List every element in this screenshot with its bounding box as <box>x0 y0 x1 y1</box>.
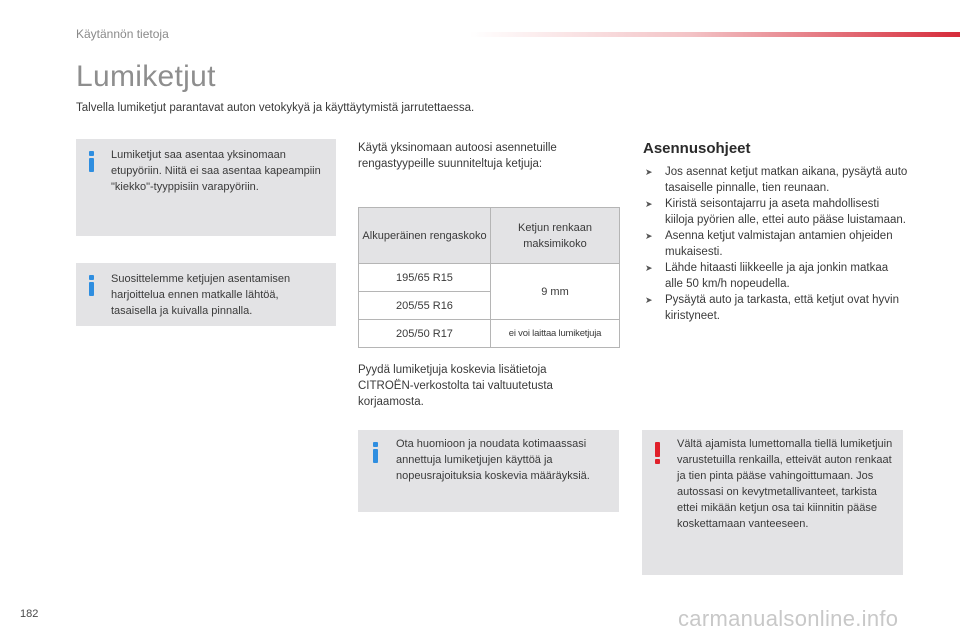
arrow-bullet-icon: ➤ <box>645 167 653 177</box>
list-item <box>643 164 908 196</box>
page-number: 182 <box>20 608 39 620</box>
warning-exclamation-icon <box>654 442 662 464</box>
dealer-text: Pyydä lumiketjuja koskevia lisätietoja CITROËN-verkostolta tai valtuutetusta korjaamosta. <box>358 364 553 408</box>
watermark: carmanualsonline.info <box>678 606 899 631</box>
info-note-practice <box>76 263 336 326</box>
page-title: Lumiketjut <box>76 60 216 93</box>
usage-text: Käytä yksinomaan autoosi asennetuille rengastyypeille suunniteltuja ketjuja: <box>358 142 557 170</box>
info-note-regulations <box>358 430 619 512</box>
tire-size-table <box>358 207 620 348</box>
info-icon <box>88 275 96 297</box>
table-cell-max: ei voi laittaa lumiketjuja <box>491 320 620 348</box>
table-cell-max: 9 mm <box>491 264 620 320</box>
step-text: Jos asennat ketjut matkan aikana, pysäytä auto tasaiselle pinnalle, tien reunaan. <box>665 166 908 194</box>
table-row <box>359 264 620 292</box>
info-note-text: Lumiketjut saa asentaa yksinomaan etupyöriin. Niitä ei saa asentaa kapeampiin "kiekko"-tyyppisiin varapyöriin. <box>111 149 321 193</box>
step-text: Pysäytä auto ja tarkasta, että ketjut ovat hyvin kiristyneet. <box>665 294 899 322</box>
table-header-max-chain: Ketjun renkaan maksimikoko <box>491 208 620 264</box>
list-item <box>643 260 908 292</box>
info-note-text: Ota huomioon ja noudata kotimaassasi annettuja lumiketjujen käyttöä ja nopeusrajoituksia koskevia määräyksiä. <box>396 438 590 482</box>
table-cell-size: 205/55 R16 <box>359 292 491 320</box>
warning-note-text: Vältä ajamista lumettomalla tiellä lumiketjuin varustetuilla renkailla, etteivät auton renkaat ja tien pinta pääse vahingoittumaan. Jos autossasi on kevytmetallivanteet, tarkista ettei mikään ketjun osa tai kiinnitin pääse koskettamaan vanteeseen. <box>677 438 893 530</box>
arrow-bullet-icon: ➤ <box>645 231 653 241</box>
list-item <box>643 196 908 228</box>
table-cell-size: 195/65 R15 <box>359 264 491 292</box>
intro-text: Talvella lumiketjut parantavat auton vetokykyä ja käyttäytymistä jarrutettaessa. <box>76 102 475 114</box>
list-item <box>643 292 908 324</box>
list-item <box>643 228 908 260</box>
arrow-bullet-icon: ➤ <box>645 263 653 273</box>
step-text: Kiristä seisontajarru ja aseta mahdollisesti kiiloja pyörien alle, ettei auto pääse luistamaan. <box>665 198 907 226</box>
step-text: Asenna ketjut valmistajan antamien ohjeiden mukaisesti. <box>665 230 893 258</box>
installation-title: Asennusohjeet <box>643 140 751 157</box>
table-cell-size: 205/50 R17 <box>359 320 491 348</box>
arrow-bullet-icon: ➤ <box>645 199 653 209</box>
step-text: Lähde hitaasti liikkeelle ja aja jonkin matkaa alle 50 km/h nopeudella. <box>665 262 889 290</box>
warning-note <box>642 430 903 575</box>
arrow-bullet-icon: ➤ <box>645 295 653 305</box>
installation-steps <box>643 164 908 324</box>
header-section-label: Käytännön tietoja <box>76 27 169 41</box>
table-row <box>359 320 620 348</box>
table-header-original-size: Alkuperäinen rengaskoko <box>359 208 491 264</box>
info-icon <box>372 442 380 464</box>
info-note-spare-wheel <box>76 139 336 236</box>
info-note-text: Suosittelemme ketjujen asentamisen harjoittelua ennen matkalle lähtöä, tasaisella ja kuivalla pinnalla. <box>111 273 291 317</box>
header-accent-bar <box>470 32 960 37</box>
info-icon <box>88 151 96 173</box>
